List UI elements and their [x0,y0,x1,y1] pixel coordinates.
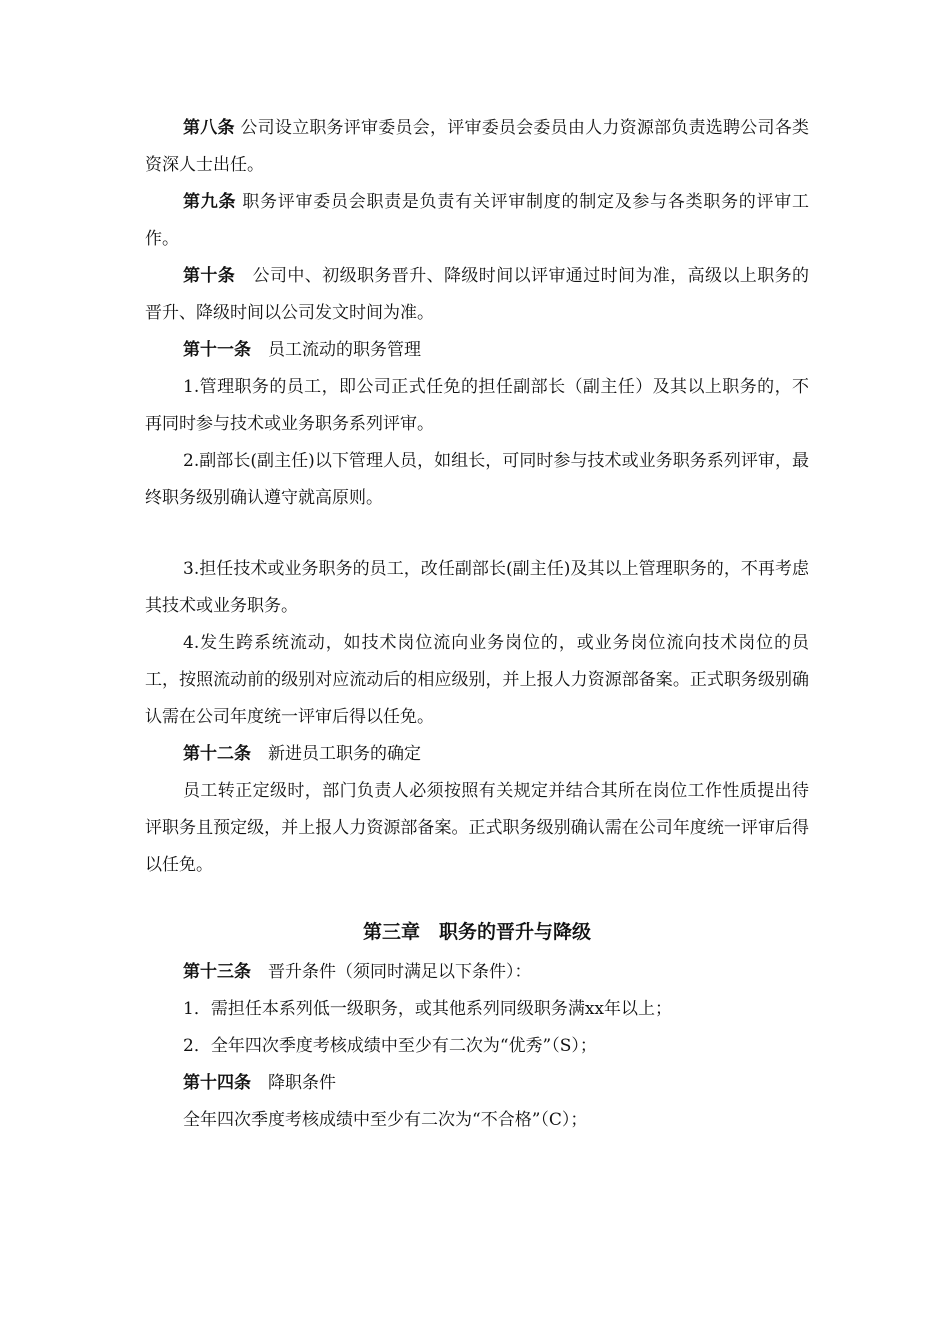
article-11-item-2: 2.副部长(副主任)以下管理人员，如组长，可同时参与技术或业务职务系列评审，最终职务级别确认遵守就高原则。 [145,451,809,508]
article-11-heading: 第十一条 [183,340,251,360]
article-14-title: 降职条件 [251,1073,336,1093]
article-9 [145,184,809,258]
article-8-heading: 第八条 [183,118,235,138]
article-8-text: 公司设立职务评审委员会，评审委员会委员由人力资源部负责选聘公司各类资深人士出任。 [145,118,809,175]
article-11-item-4: 4.发生跨系统流动，如技术岗位流向业务岗位的，或业务岗位流向技术岗位的员工，按照流动前的级别对应流动后的相应级别，并上报人力资源部备案。正式职务级别确认需在公司年度统一评审后得以任免。 [145,633,809,727]
article-13 [145,954,809,991]
article-13-item-2: 2．全年四次季度考核成绩中至少有二次为“优秀”（S）； [183,1036,597,1056]
article-9-text: 职务评审委员会职责是负责有关评审制度的制定及参与各类职务的评审工作。 [145,192,810,249]
article-14 [145,1065,809,1102]
blank-line [145,884,809,912]
chapter-title: 第三章 职务的晋升与降级 [362,921,591,943]
article-12-text: 员工转正定级时，部门负责人必须按照有关规定并结合其所在岗位工作性质提出待评职务且预定级，并上报人力资源部备案。正式职务级别确认需在公司年度统一评审后得以任免。 [145,781,809,875]
article-13-title: 晋升条件（须同时满足以下条件）： [251,962,532,982]
article-13-item-1: 1．需担任本系列低一级职务，或其他系列同级职务满xx年以上； [183,999,672,1019]
article-11-item-1: 1.管理职务的员工，即公司正式任免的担任副部长（副主任）及其以上职务的，不再同时参与技术或业务职务系列评审。 [145,377,809,434]
article-12 [145,736,809,773]
article-13-heading: 第十三条 [183,962,251,982]
article-12-heading: 第十二条 [183,744,251,764]
document-body [145,110,809,1139]
article-14-text: 全年四次季度考核成绩中至少有二次为“不合格”（C）； [183,1110,588,1130]
article-11-item-3: 3.担任技术或业务职务的员工，改任副部长(副主任)及其以上管理职务的，不再考虑其技术或业务职务。 [145,559,809,616]
article-9-heading: 第九条 [183,192,237,212]
article-12-title: 新进员工职务的确定 [251,744,421,764]
article-11-title: 员工流动的职务管理 [251,340,421,360]
article-10-text: 公司中、初级职务晋升、降级时间以评审通过时间为准，高级以上职务的晋升、降级时间以公司发文时间为准。 [145,266,810,323]
article-8 [145,110,809,184]
article-10 [145,258,809,332]
article-11 [145,332,809,369]
article-14-heading: 第十四条 [183,1073,251,1093]
blank-line [145,517,809,551]
article-10-heading: 第十条 [183,266,236,286]
